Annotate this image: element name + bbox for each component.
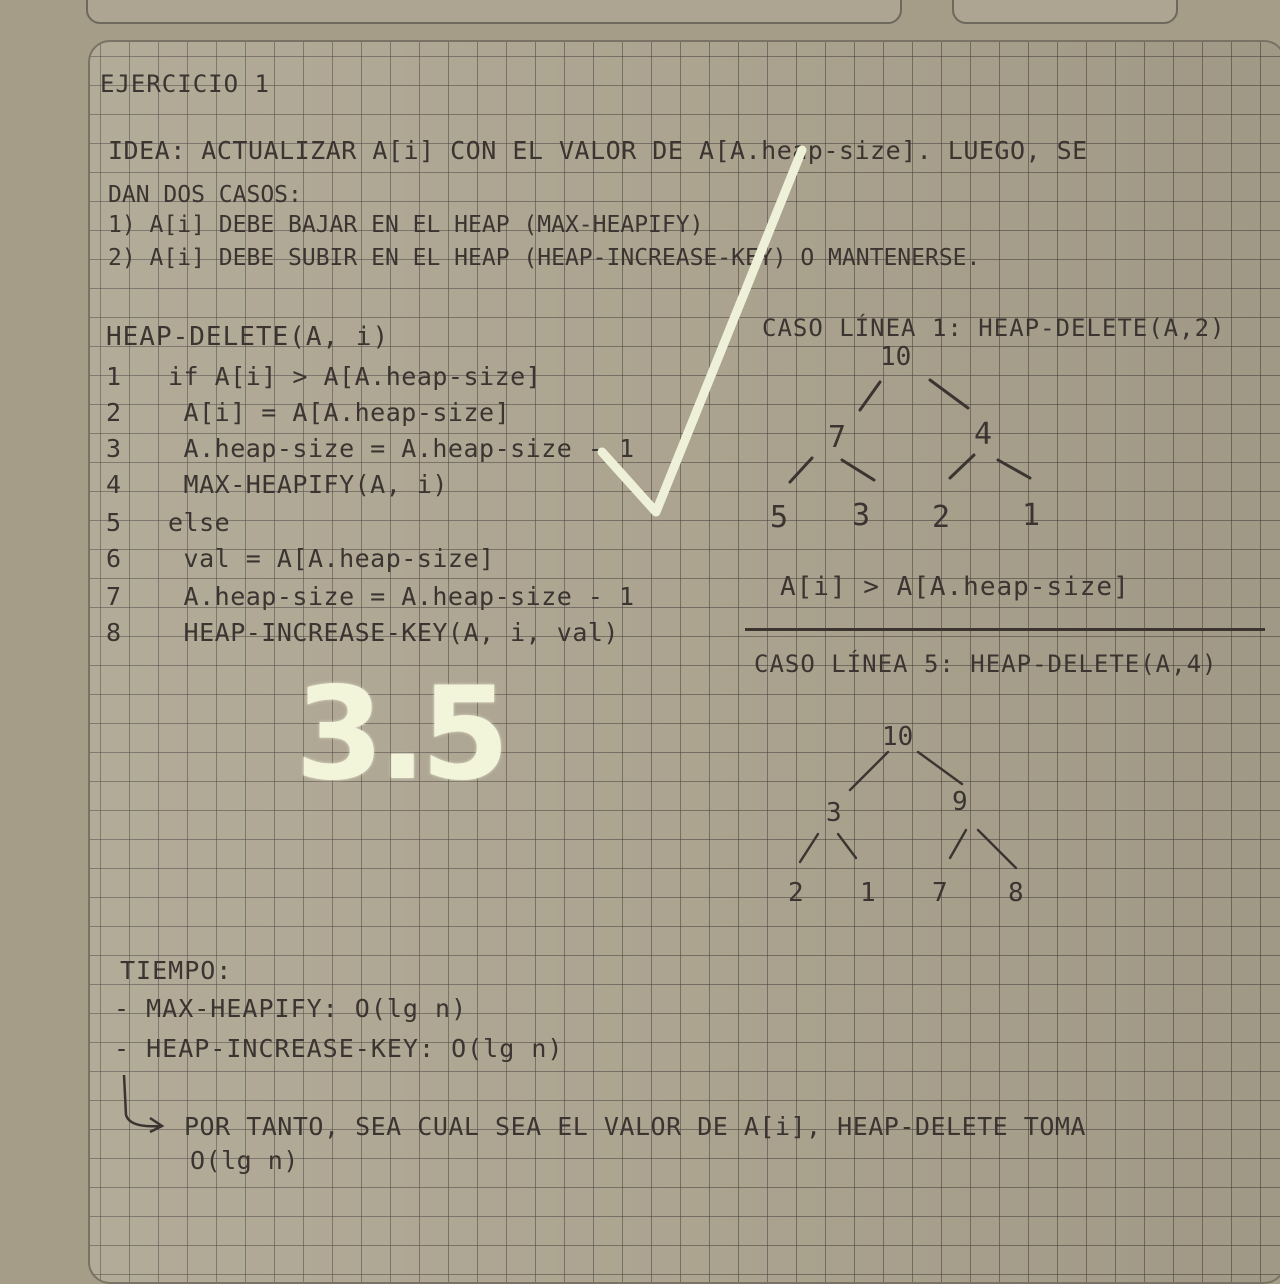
tree-a-node-ll: 5 <box>770 500 789 535</box>
case-a-condition: A[i] > A[A.heap-size] <box>780 572 1130 602</box>
tiempo-conclusion: POR TANTO, SEA CUAL SEA EL VALOR DE A[i], HEAP-DELETE TOMA <box>184 1112 1086 1141</box>
tree-a-node-lr: 3 <box>852 498 871 533</box>
tree-a-node-rl: 2 <box>932 500 951 535</box>
code-line: 2 A[i] = A[A.heap-size] <box>106 398 511 427</box>
idea-text: IDEA: ACTUALIZAR A[i] CON EL VALOR DE A[A.heap-size]. LUEGO, SE <box>108 136 1088 165</box>
idea-line-2: DAN DOS CASOS: <box>108 182 302 208</box>
code-line: 3 A.heap-size = A.heap-size - 1 <box>106 434 635 463</box>
case-a-title: CASO LÍNEA 1: HEAP-DELETE(A,2) <box>762 314 1226 342</box>
grade-score: 3.5 <box>295 660 504 809</box>
idea-case-1: 1) A[i] DEBE BAJAR EN EL HEAP (MAX-HEAPIFY) <box>108 212 704 238</box>
tree-a-node-root: 10 <box>880 342 912 372</box>
tiempo-conclusion-2: O(lg n) <box>190 1146 299 1175</box>
tree-b-node-lr: 1 <box>860 878 876 908</box>
code-line: 1 if A[i] > A[A.heap-size] <box>106 362 542 391</box>
case-b-title: CASO LÍNEA 5: HEAP-DELETE(A,4) <box>754 650 1218 678</box>
exercise-title: EJERCICIO 1 <box>100 70 270 98</box>
page-top-frame-right <box>952 0 1178 24</box>
pseudocode-title: HEAP-DELETE(A, i) <box>106 322 390 352</box>
tiempo-item-1: - MAX-HEAPIFY: O(lg n) <box>114 994 468 1023</box>
tree-b-node-ll: 2 <box>788 878 804 908</box>
code-line: 8 HEAP-INCREASE-KEY(A, i, val) <box>106 618 619 647</box>
tree-b-node-rl: 7 <box>932 878 948 908</box>
idea-case-2: 2) A[i] DEBE SUBIR EN EL HEAP (HEAP-INCREASE-KEY) O MANTENERSE. <box>108 245 981 271</box>
tree-b-node-right: 9 <box>952 787 968 817</box>
code-line: 6 val = A[A.heap-size] <box>106 544 495 573</box>
tree-a-node-right: 4 <box>974 417 993 452</box>
grid-paper-sheet <box>88 40 1280 1284</box>
tiempo-label: TIEMPO: <box>120 956 233 985</box>
tiempo-item-2: - HEAP-INCREASE-KEY: O(lg n) <box>114 1034 564 1063</box>
code-line: 5 else <box>106 508 231 537</box>
page-top-frame-left <box>86 0 902 24</box>
tree-a-node-rr: 1 <box>1022 498 1041 533</box>
code-line: 7 A.heap-size = A.heap-size - 1 <box>106 582 635 611</box>
tree-b-node-left: 3 <box>826 798 842 828</box>
case-divider <box>745 628 1265 631</box>
code-line: 4 MAX-HEAPIFY(A, i) <box>106 470 448 499</box>
tree-b-node-rr: 8 <box>1008 878 1024 908</box>
tree-a-node-left: 7 <box>828 420 847 455</box>
tree-b-node-root: 10 <box>882 722 914 752</box>
